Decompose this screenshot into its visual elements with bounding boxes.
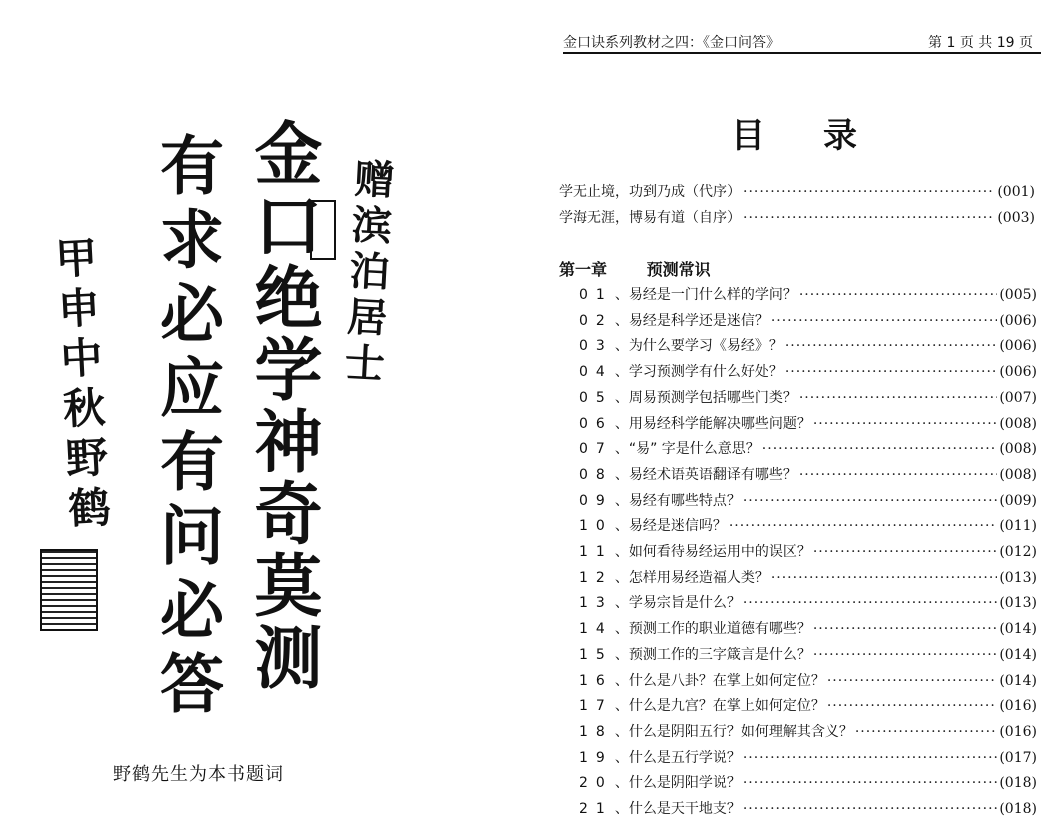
- leader-dots: [743, 595, 998, 611]
- toc-item[interactable]: [579, 644, 1037, 666]
- calligraphy-column-1: 金口绝学神奇莫测: [243, 118, 323, 694]
- toc-item-number: 06: [579, 415, 613, 432]
- leader-dots: [743, 750, 998, 766]
- leader-dots: [785, 338, 998, 354]
- leader-dots: [827, 698, 998, 714]
- toc-item[interactable]: [579, 310, 1037, 332]
- toc-item-page: (014): [999, 646, 1037, 663]
- toc-item-label: 、什么是九宫？在掌上如何定位？: [614, 698, 825, 715]
- toc-item-label: 、“易” 字是什么意思？: [614, 441, 760, 458]
- toc-item-label: 、周易预测学包括哪些门类？: [614, 389, 797, 406]
- toc-item-label: 、学易宗旨是什么？: [614, 595, 741, 612]
- toc-item[interactable]: [579, 567, 1037, 589]
- toc-item-page: (008): [999, 466, 1037, 483]
- calligraphy-dedication: 赠滨泊居士: [337, 156, 396, 390]
- leader-dots: [855, 724, 998, 740]
- toc-item-page: (005): [999, 287, 1037, 303]
- right-page-toc: [555, 0, 1063, 819]
- toc-item[interactable]: [579, 670, 1037, 692]
- toc-item[interactable]: [579, 361, 1037, 383]
- toc-entry-label: 学海无涯，博易有道（自序）: [559, 210, 741, 226]
- toc-item-number: 12: [579, 569, 613, 586]
- toc-item-page: (017): [999, 749, 1037, 766]
- toc-item-label: 、什么是阴阳五行？如何理解其含义？: [614, 723, 853, 740]
- toc-item-page: (014): [999, 672, 1037, 689]
- toc-item[interactable]: [579, 413, 1037, 435]
- leader-dots: [813, 621, 998, 637]
- toc-item-number: 02: [579, 312, 613, 329]
- leader-dots: [743, 184, 995, 200]
- toc-item-page: (012): [999, 544, 1037, 560]
- toc-entry-page: (001): [997, 184, 1035, 200]
- toc-item-number: 19: [579, 749, 613, 766]
- leader-dots: [813, 647, 998, 663]
- toc-item-number: 08: [579, 466, 613, 483]
- toc-item-page: (006): [999, 338, 1037, 355]
- toc-item[interactable]: [579, 798, 1037, 820]
- toc-title: 目录: [731, 116, 915, 156]
- large-seal-stamp: [40, 549, 98, 631]
- toc-item-page: (009): [999, 492, 1037, 509]
- toc-item[interactable]: [579, 438, 1037, 460]
- toc-item-page: (016): [999, 723, 1037, 740]
- toc-item-page: (013): [999, 569, 1037, 586]
- toc-item[interactable]: [579, 618, 1037, 640]
- toc-preface-entry[interactable]: [559, 181, 1035, 203]
- toc-item-number: 17: [579, 698, 613, 715]
- toc-item-number: 14: [579, 621, 613, 638]
- toc-item-page: (014): [999, 621, 1037, 638]
- toc-item[interactable]: [579, 721, 1037, 743]
- toc-item-page: (006): [999, 312, 1037, 329]
- toc-item[interactable]: [579, 772, 1037, 794]
- toc-item-label: 、预测工作的三字箴言是什么？: [614, 646, 811, 663]
- toc-item[interactable]: [579, 592, 1037, 614]
- chapter-heading[interactable]: [559, 257, 711, 280]
- toc-item[interactable]: [579, 695, 1037, 717]
- toc-item-label: 、什么是八卦？在掌上如何定位？: [614, 672, 825, 689]
- toc-item-label: 、什么是五行学说？: [614, 749, 741, 766]
- toc-item-page: (008): [999, 441, 1037, 458]
- toc-item-label: 、如何看待易经运用中的误区？: [614, 544, 811, 560]
- leader-dots: [827, 673, 998, 689]
- toc-item-number: 07: [579, 441, 613, 458]
- leader-dots: [771, 570, 998, 586]
- toc-item-number: 21: [579, 801, 613, 817]
- chapter-number: 第一章: [559, 260, 608, 279]
- toc-item-label: 、学习预测学有什么好处？: [614, 364, 783, 381]
- toc-item[interactable]: [579, 515, 1037, 537]
- chapter-title: 预测常识: [646, 260, 711, 279]
- toc-item-number: 03: [579, 338, 613, 355]
- toc-item-page: (013): [999, 595, 1037, 612]
- toc-item-page: (006): [999, 364, 1037, 381]
- toc-item-label: 、易经是科学还是迷信？: [614, 312, 769, 329]
- toc-item[interactable]: [579, 541, 1037, 563]
- leader-dots: [729, 518, 998, 534]
- toc-item-page: (018): [999, 775, 1037, 792]
- leader-dots: [813, 416, 998, 432]
- leader-dots: [799, 390, 998, 406]
- toc-item-number: 11: [579, 544, 613, 560]
- toc-entry-page: (003): [997, 210, 1035, 226]
- leader-dots: [743, 493, 998, 509]
- toc-entry-label: 学无止境，功到乃成（代序）: [559, 184, 741, 200]
- leader-dots: [743, 775, 998, 791]
- calligraphy-column-2: 有求必应有问必答: [149, 132, 224, 724]
- toc-item[interactable]: [579, 387, 1037, 409]
- leader-dots: [799, 467, 998, 483]
- toc-item-page: (011): [999, 518, 1037, 535]
- toc-item-label: 、易经术语英语翻译有哪些？: [614, 466, 797, 483]
- toc-item[interactable]: [579, 464, 1037, 486]
- calligraphy-signature: 甲申中秋野鹤: [48, 234, 113, 538]
- toc-item-number: 18: [579, 723, 613, 740]
- toc-item-number: 10: [579, 518, 613, 535]
- toc-item[interactable]: [579, 335, 1037, 357]
- toc-item-page: (016): [999, 698, 1037, 715]
- toc-item-number: 13: [579, 595, 613, 612]
- toc-item-number: 16: [579, 672, 613, 689]
- leader-dots: [743, 210, 995, 226]
- leader-dots: [762, 441, 998, 457]
- toc-item-label: 、怎样用易经造福人类？: [614, 569, 769, 586]
- toc-item-number: 04: [579, 364, 613, 381]
- toc-item[interactable]: [579, 490, 1037, 512]
- page-number-info: 第 1 页 共 19 页: [928, 35, 1033, 51]
- toc-item-label: 、用易经科学能解决哪些问题？: [614, 415, 811, 432]
- leader-dots: [813, 544, 998, 560]
- toc-item-page: (018): [999, 801, 1037, 817]
- toc-item-number: 20: [579, 775, 613, 792]
- leader-dots: [785, 364, 998, 380]
- toc-item-page: (007): [999, 389, 1037, 406]
- leader-dots: [771, 313, 998, 329]
- toc-item[interactable]: [579, 747, 1037, 769]
- toc-item-number: 01: [579, 287, 613, 303]
- calligraphy-caption: 野鹤先生为本书题词: [113, 764, 284, 785]
- toc-item-label: 、为什么要学习《易经》？: [614, 338, 783, 355]
- toc-item-number: 09: [579, 492, 613, 509]
- leader-dots: [799, 287, 998, 303]
- toc-item-label: 、预测工作的职业道德有哪些？: [614, 621, 811, 638]
- toc-item-label: 、易经有哪些特点？: [614, 492, 741, 509]
- toc-item[interactable]: [579, 284, 1037, 306]
- toc-item-label: 、什么是阴阳学说？: [614, 775, 741, 792]
- toc-item-label: 、什么是天干地支？: [614, 801, 741, 817]
- leader-dots: [743, 801, 998, 817]
- toc-preface-entry[interactable]: [559, 207, 1035, 229]
- toc-item-label: 、易经是迷信吗？: [614, 518, 727, 535]
- series-title: 金口诀系列教材之四：《金口问答》: [563, 35, 780, 51]
- page-header: [563, 30, 1041, 54]
- toc-item-page: (008): [999, 415, 1037, 432]
- toc-item-number: 15: [579, 646, 613, 663]
- toc-item-label: 、易经是一门什么样的学问？: [614, 287, 797, 303]
- toc-item-number: 05: [579, 389, 613, 406]
